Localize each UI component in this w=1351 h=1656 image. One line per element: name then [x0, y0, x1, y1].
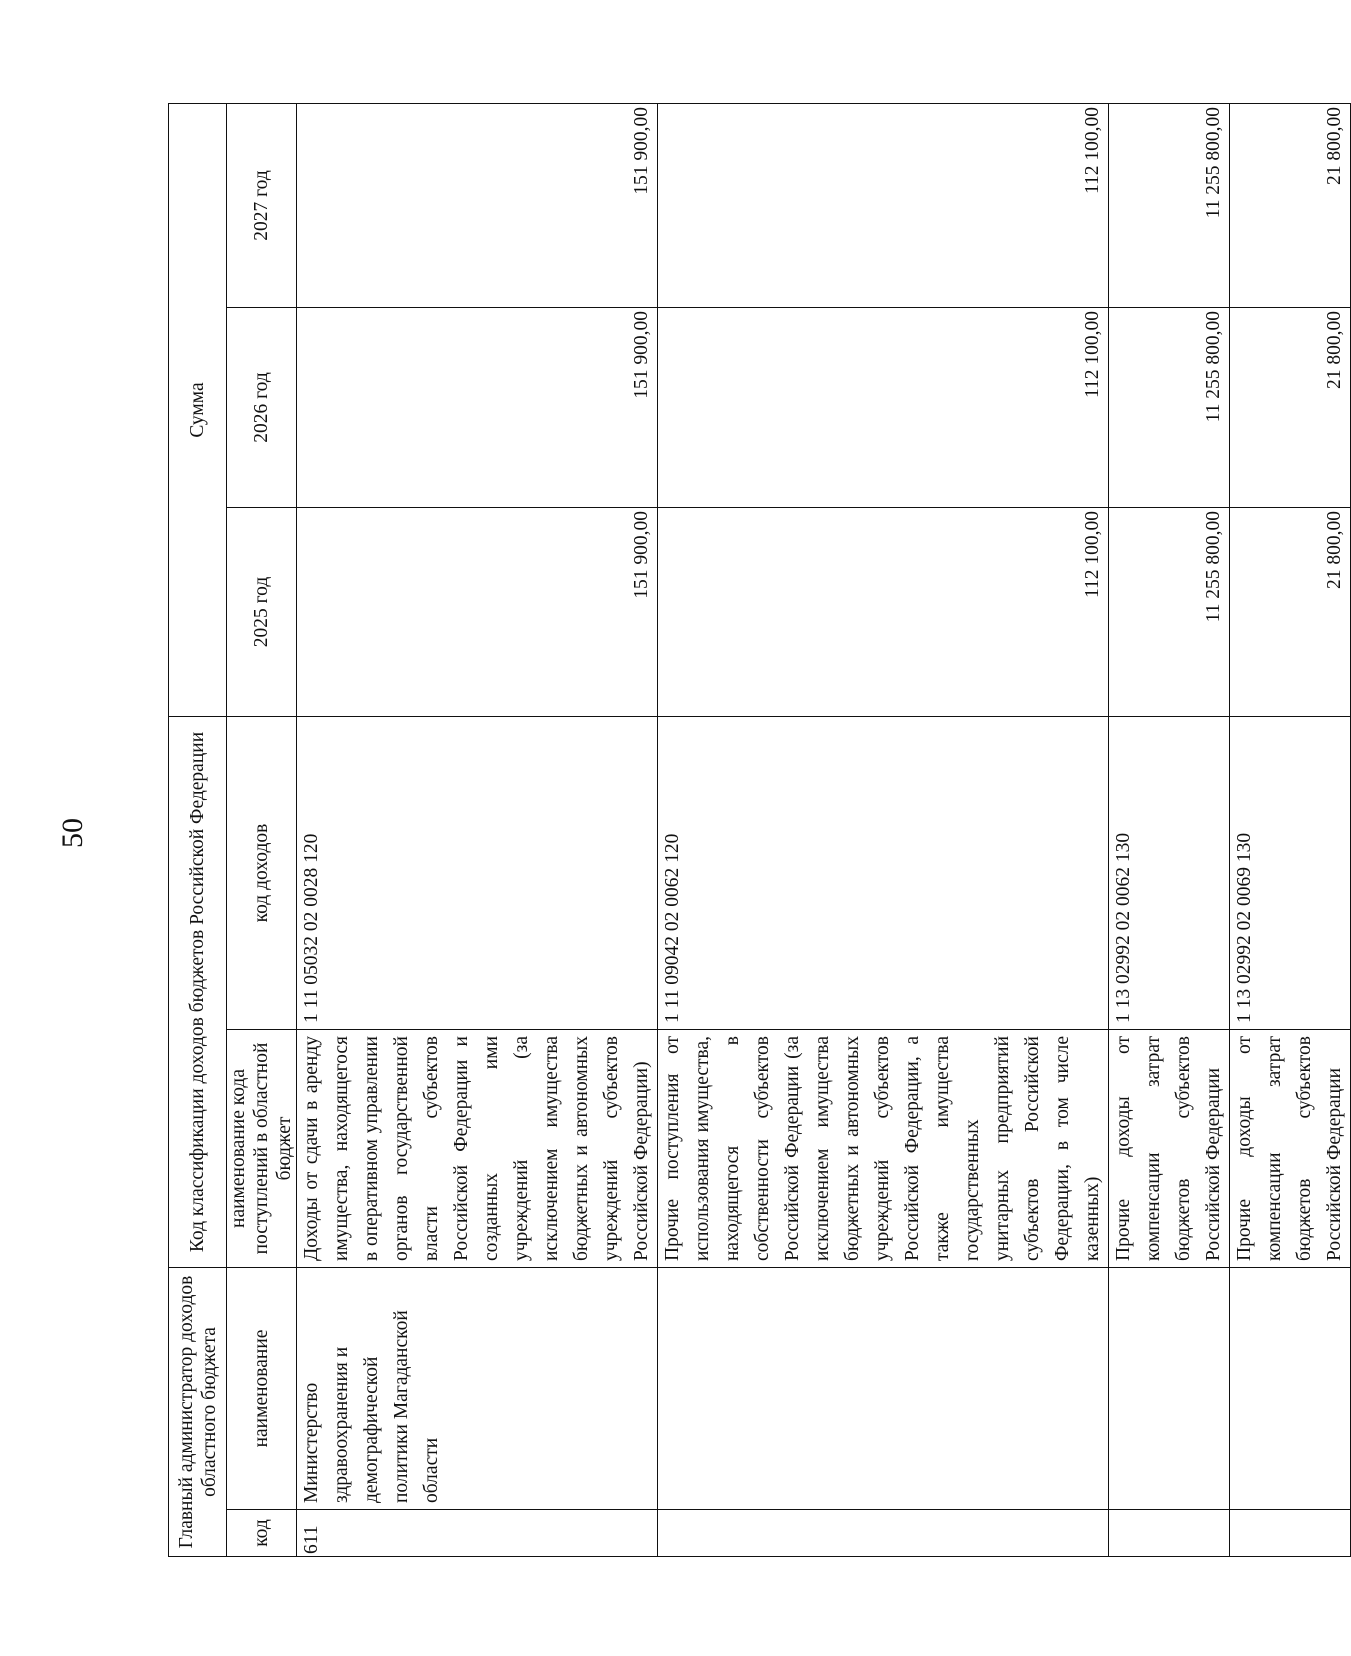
- header-row-2: [227, 103, 297, 1556]
- sum-2027-cell: 151 900,00: [297, 103, 658, 307]
- sum-2025-cell: 151 900,00: [297, 508, 658, 717]
- year-2027-header: 2027 год: [227, 103, 297, 307]
- table-row: [1109, 103, 1230, 1556]
- income-code-cell: 1 11 09042 02 0062 120: [658, 717, 1109, 1030]
- admin-group-header: Главный администратор доходов областного бюджета: [169, 1268, 227, 1557]
- budget-table-rotated: [168, 104, 1345, 1557]
- admin-name-cell: [1230, 1268, 1351, 1510]
- sum-2025-cell: 11 255 800,00: [1109, 508, 1230, 717]
- page-number: 50: [56, 818, 89, 848]
- sum-2027-cell: 11 255 800,00: [1109, 103, 1230, 307]
- sum-2026-cell: 21 800,00: [1230, 308, 1351, 508]
- income-code-cell: 1 13 02992 02 0062 130: [1109, 717, 1230, 1030]
- sum-2025-cell: 21 800,00: [1230, 508, 1351, 717]
- admin-code-cell: 611: [297, 1510, 658, 1557]
- admin-name-cell: Министерство здравоохранения и демографической политики Магаданской области: [297, 1268, 658, 1510]
- sum-2026-cell: 151 900,00: [297, 308, 658, 508]
- income-code-header: код доходов: [227, 717, 297, 1030]
- year-2025-header: 2025 год: [227, 508, 297, 717]
- table-row: [1230, 103, 1351, 1556]
- sum-2026-cell: 112 100,00: [658, 308, 1109, 508]
- income-name-cell: Прочие доходы от компенсации затрат бюджетов субъектов Российской Федерации: [1109, 1030, 1230, 1268]
- sum-2025-cell: 112 100,00: [658, 508, 1109, 717]
- income-name-cell: Прочие доходы от компенсации затрат бюджетов субъектов Российской Федерации: [1230, 1030, 1351, 1268]
- income-code-cell: 1 13 02992 02 0069 130: [1230, 717, 1351, 1030]
- admin-code-cell: [658, 1510, 1109, 1557]
- budget-income-table: [168, 103, 1351, 1557]
- sum-group-header: Сумма: [169, 103, 227, 716]
- admin-code-header: код: [227, 1510, 297, 1557]
- admin-name-cell: [1109, 1268, 1230, 1510]
- admin-name-header: наименование: [227, 1268, 297, 1510]
- classification-group-header: Код классификации доходов бюджетов Российской Федерации: [169, 717, 227, 1268]
- table-row: [658, 103, 1109, 1556]
- year-2026-header: 2026 год: [227, 308, 297, 508]
- admin-name-cell: [658, 1268, 1109, 1510]
- income-name-cell: Доходы от сдачи в аренду имущества, находящегося в оперативном управлении органов государственной власти субъектов Российской Федерации и созданных ими учреждений (за исключением имущества бюджетных и автономных учреждений субъектов Российской Федерации): [297, 1030, 658, 1268]
- admin-code-cell: [1230, 1510, 1351, 1557]
- sum-2026-cell: 11 255 800,00: [1109, 308, 1230, 508]
- admin-code-cell: [1109, 1510, 1230, 1557]
- income-name-cell: Прочие поступления от использования имущества, находящегося в собственности субъектов Российской Федерации (за исключением имущества бюджетных и автономных учреждений субъектов Российской Федерации, а также имущества государственных унитарных предприятий субъектов Российской Федерации, в том числе казенных): [658, 1030, 1109, 1268]
- table-row: [297, 103, 658, 1556]
- header-row-1: [169, 103, 227, 1556]
- sum-2027-cell: 21 800,00: [1230, 103, 1351, 307]
- income-name-header: наименование кода поступлений в областной бюджет: [227, 1030, 297, 1268]
- sum-2027-cell: 112 100,00: [658, 103, 1109, 307]
- income-code-cell: 1 11 05032 02 0028 120: [297, 717, 658, 1030]
